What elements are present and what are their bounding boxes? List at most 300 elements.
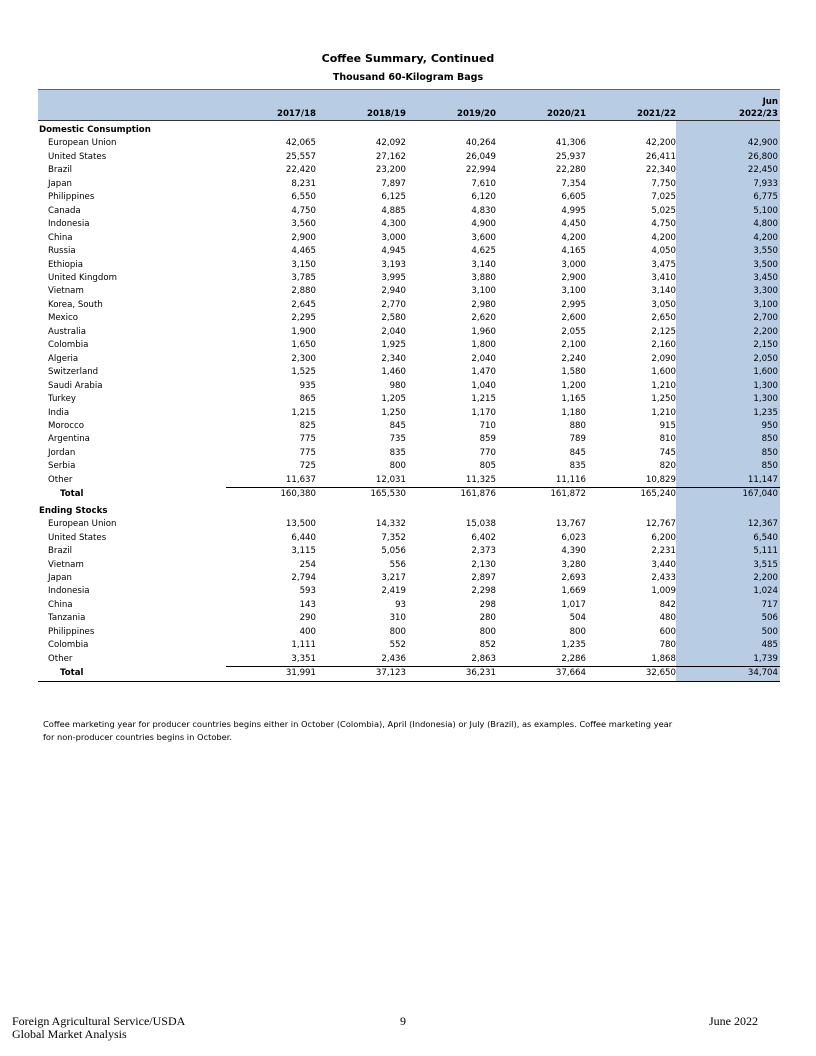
- country-name: Indonesia: [48, 219, 90, 230]
- table-row: [38, 407, 780, 420]
- column-header-forecast: [676, 90, 780, 121]
- value-cell: 835: [389, 447, 406, 458]
- value-cell: 7,750: [651, 178, 676, 189]
- table-row: [38, 339, 780, 352]
- country-name: Colombia: [48, 640, 89, 651]
- value-cell: 780: [659, 640, 676, 651]
- value-cell: 1,650: [291, 340, 316, 351]
- forecast-value-cell: 950: [676, 420, 780, 433]
- country-name: Indonesia: [48, 586, 90, 597]
- forecast-value-cell: 500: [676, 626, 780, 639]
- section-label: Domestic Consumption: [39, 125, 151, 135]
- value-cell: 3,100: [561, 286, 586, 297]
- forecast-value-cell: 506: [676, 612, 780, 625]
- country-name: Korea, South: [48, 299, 103, 310]
- value-cell: 1,215: [471, 394, 496, 405]
- country-name: United Kingdom: [48, 272, 117, 283]
- value-cell: 1,009: [651, 586, 676, 597]
- value-cell: 40,264: [465, 138, 496, 149]
- forecast-value-cell: 2,200: [676, 326, 780, 339]
- coffee-summary-table-container: [38, 89, 780, 682]
- country-name: Russia: [48, 246, 76, 257]
- value-cell: 3,410: [651, 272, 676, 283]
- value-cell: 2,620: [471, 313, 496, 324]
- value-cell: 14,332: [375, 519, 406, 530]
- value-cell: 2,693: [561, 572, 586, 583]
- country-name: Brazil: [48, 546, 72, 557]
- forecast-value-cell: 3,100: [676, 299, 780, 312]
- footer-agency: [12, 1015, 185, 1041]
- value-cell: 2,090: [651, 353, 676, 364]
- value-cell: 2,419: [381, 586, 406, 597]
- value-cell: 41,306: [555, 138, 586, 149]
- table-row: [38, 285, 780, 298]
- value-cell: 1,600: [651, 367, 676, 378]
- value-cell: 1,800: [471, 340, 496, 351]
- forecast-value-cell: 7,933: [676, 178, 780, 191]
- value-cell: 4,750: [291, 205, 316, 216]
- value-cell: 143: [299, 599, 316, 610]
- forecast-value-cell: 4,800: [676, 218, 780, 231]
- value-cell: 2,298: [471, 586, 496, 597]
- country-name: China: [48, 599, 73, 610]
- forecast-value-cell: 3,550: [676, 245, 780, 258]
- country-name: Australia: [48, 326, 87, 337]
- value-cell: 2,900: [291, 232, 316, 243]
- value-cell: 3,351: [226, 653, 316, 667]
- value-cell: 2,100: [561, 340, 586, 351]
- value-cell: 2,286: [496, 653, 586, 667]
- value-cell: 23,200: [375, 165, 406, 176]
- forecast-value-cell: 2,700: [676, 312, 780, 325]
- table-row: [38, 599, 780, 612]
- table-row: [38, 312, 780, 325]
- value-cell: 13,767: [555, 519, 586, 530]
- value-cell: 42,200: [645, 138, 676, 149]
- table-row: [38, 433, 780, 446]
- value-cell: 26,411: [645, 151, 676, 162]
- country-name: Jordan: [48, 447, 76, 458]
- value-cell: 1,165: [561, 394, 586, 405]
- forecast-value-cell: 6,540: [676, 532, 780, 545]
- section-header-row: [38, 121, 780, 138]
- value-cell: 1,525: [291, 367, 316, 378]
- value-cell: 11,116: [496, 474, 586, 488]
- country-name: Japan: [48, 572, 72, 583]
- column-header: 2020/21: [496, 90, 586, 121]
- value-cell: 600: [659, 626, 676, 637]
- value-cell: 3,140: [651, 286, 676, 297]
- value-cell: 800: [389, 626, 406, 637]
- table-row: [38, 151, 780, 164]
- value-cell: 800: [569, 626, 586, 637]
- forecast-value-cell: 5,111: [676, 545, 780, 558]
- section-header-row: [38, 502, 780, 518]
- value-cell: 11,637: [226, 474, 316, 488]
- country-name: Other: [48, 653, 73, 664]
- value-cell: 3,600: [471, 232, 496, 243]
- value-cell: 2,340: [381, 353, 406, 364]
- country-name: Mexico: [48, 313, 79, 324]
- value-cell: 935: [299, 380, 316, 391]
- value-cell: 805: [479, 461, 496, 472]
- value-cell: 2,040: [381, 326, 406, 337]
- value-cell: 3,115: [291, 546, 316, 557]
- value-cell: 3,880: [471, 272, 496, 283]
- value-cell: 42,092: [375, 138, 406, 149]
- value-cell: 6,125: [381, 192, 406, 203]
- value-cell: 1,205: [381, 394, 406, 405]
- page-subtitle: Thousand 60-Kilogram Bags: [332, 72, 484, 83]
- value-cell: 22,280: [555, 165, 586, 176]
- value-cell: 6,200: [651, 532, 676, 543]
- value-cell: 3,140: [471, 259, 496, 270]
- country-name: Total: [38, 667, 226, 681]
- value-cell: 3,995: [381, 272, 406, 283]
- forecast-value-cell: 717: [676, 599, 780, 612]
- value-cell: 3,193: [381, 259, 406, 270]
- value-cell: 480: [659, 613, 676, 624]
- coffee-summary-table: [38, 89, 780, 682]
- value-cell: 4,200: [651, 232, 676, 243]
- value-cell: 6,023: [561, 532, 586, 543]
- forecast-value-cell: 1,235: [676, 407, 780, 420]
- country-name: Vietnam: [48, 559, 84, 570]
- forecast-value-cell: 22,450: [676, 164, 780, 177]
- table-row: [38, 191, 780, 204]
- forecast-value-cell: 485: [676, 639, 780, 652]
- table-row: [38, 518, 780, 531]
- value-cell: 915: [659, 420, 676, 431]
- value-cell: 845: [389, 420, 406, 431]
- value-cell: 865: [299, 394, 316, 405]
- value-cell: 745: [659, 447, 676, 458]
- total-row: [38, 667, 780, 681]
- value-cell: 1,111: [291, 640, 316, 651]
- table-row: [38, 545, 780, 558]
- country-name: Turkey: [48, 394, 76, 405]
- value-cell: 37,123: [316, 667, 406, 681]
- value-cell: 770: [479, 447, 496, 458]
- table-row: [38, 245, 780, 258]
- value-cell: 710: [479, 420, 496, 431]
- table-header-row: [38, 90, 780, 121]
- value-cell: 5,056: [381, 546, 406, 557]
- value-cell: 3,560: [291, 219, 316, 230]
- value-cell: 1,210: [651, 407, 676, 418]
- value-cell: 3,100: [471, 286, 496, 297]
- value-cell: 820: [659, 461, 676, 472]
- total-row: [38, 474, 780, 488]
- value-cell: 1,868: [586, 653, 676, 667]
- value-cell: 2,650: [651, 313, 676, 324]
- value-cell: 3,440: [651, 559, 676, 570]
- value-cell: 775: [299, 447, 316, 458]
- value-cell: 1,040: [471, 380, 496, 391]
- forecast-value-cell: 6,775: [676, 191, 780, 204]
- table-row: [38, 259, 780, 272]
- table-body: [38, 121, 780, 682]
- value-cell: 2,580: [381, 313, 406, 324]
- value-cell: 1,235: [561, 640, 586, 651]
- value-cell: 835: [569, 461, 586, 472]
- country-name: Argentina: [48, 434, 90, 445]
- table-row: [38, 532, 780, 545]
- value-cell: 980: [389, 380, 406, 391]
- value-cell: 25,557: [285, 151, 316, 162]
- value-cell: 2,433: [651, 572, 676, 583]
- value-cell: 254: [299, 559, 316, 570]
- value-cell: 504: [569, 613, 586, 624]
- value-cell: 2,863: [406, 653, 496, 667]
- value-cell: 165,530: [370, 489, 406, 500]
- country-name: United States: [48, 151, 107, 162]
- value-cell: 10,829: [586, 474, 676, 488]
- value-cell: 2,130: [471, 559, 496, 570]
- table-row: [38, 460, 780, 473]
- value-cell: 36,231: [406, 667, 496, 681]
- value-cell: 4,200: [561, 232, 586, 243]
- value-cell: 4,465: [291, 246, 316, 257]
- total-row: [38, 653, 780, 667]
- value-cell: 27,162: [375, 151, 406, 162]
- forecast-value-cell: 3,300: [676, 285, 780, 298]
- value-cell: 37,664: [496, 667, 586, 681]
- column-header: 2017/18: [226, 90, 316, 121]
- value-cell: 800: [389, 461, 406, 472]
- value-cell: 7,610: [471, 178, 496, 189]
- column-header: 2021/22: [586, 90, 676, 121]
- table-row: [38, 572, 780, 585]
- country-name: Morocco: [48, 420, 84, 431]
- total-row: [38, 488, 780, 502]
- value-cell: 825: [299, 420, 316, 431]
- table-row: [38, 420, 780, 433]
- value-cell: 2,055: [561, 326, 586, 337]
- value-cell: 1,900: [291, 326, 316, 337]
- value-cell: 845: [569, 447, 586, 458]
- value-cell: 2,980: [471, 299, 496, 310]
- table-row: [38, 232, 780, 245]
- forecast-value-cell: 2,200: [676, 572, 780, 585]
- value-cell: 400: [299, 626, 316, 637]
- value-cell: 859: [479, 434, 496, 445]
- value-cell: 593: [299, 586, 316, 597]
- country-name: Colombia: [48, 340, 89, 351]
- value-cell: 4,885: [381, 205, 406, 216]
- forecast-value-cell: 42,900: [676, 137, 780, 150]
- value-cell: 725: [299, 461, 316, 472]
- value-cell: 2,880: [291, 286, 316, 297]
- table-row: [38, 626, 780, 639]
- header-blank: [38, 90, 226, 121]
- value-cell: 2,897: [471, 572, 496, 583]
- value-cell: 800: [479, 626, 496, 637]
- value-cell: 775: [299, 434, 316, 445]
- table-row: [38, 380, 780, 393]
- table-row: [38, 164, 780, 177]
- table-row: [38, 612, 780, 625]
- country-name: United States: [48, 532, 107, 543]
- value-cell: 7,354: [561, 178, 586, 189]
- value-cell: 735: [389, 434, 406, 445]
- value-cell: 6,440: [291, 532, 316, 543]
- value-cell: 842: [659, 599, 676, 610]
- value-cell: 22,994: [465, 165, 496, 176]
- value-cell: 1,180: [561, 407, 586, 418]
- value-cell: 12,031: [316, 474, 406, 488]
- value-cell: 7,897: [381, 178, 406, 189]
- value-cell: 161,876: [460, 489, 496, 500]
- value-cell: 2,231: [651, 546, 676, 557]
- table-row: [38, 218, 780, 231]
- value-cell: 4,050: [651, 246, 676, 257]
- value-cell: 810: [659, 434, 676, 445]
- value-cell: 32,650: [586, 667, 676, 681]
- forecast-value-cell: 11,147: [676, 474, 780, 488]
- value-cell: 2,436: [316, 653, 406, 667]
- value-cell: 6,120: [471, 192, 496, 203]
- value-cell: 880: [569, 420, 586, 431]
- forecast-value-cell: 34,704: [676, 667, 780, 681]
- forecast-value-cell: 3,515: [676, 559, 780, 572]
- value-cell: 1,460: [381, 367, 406, 378]
- value-cell: 6,402: [471, 532, 496, 543]
- forecast-year: 2022/23: [738, 109, 778, 119]
- forecast-value-cell: 2,050: [676, 353, 780, 366]
- value-cell: 2,295: [291, 313, 316, 324]
- country-name: China: [48, 232, 73, 243]
- value-cell: 31,991: [226, 667, 316, 681]
- value-cell: 2,160: [651, 340, 676, 351]
- value-cell: 1,215: [291, 407, 316, 418]
- forecast-value-cell: 3,450: [676, 272, 780, 285]
- country-name: India: [48, 407, 70, 418]
- value-cell: 1,200: [561, 380, 586, 391]
- value-cell: 3,050: [651, 299, 676, 310]
- value-cell: 1,925: [381, 340, 406, 351]
- value-cell: 3,000: [381, 232, 406, 243]
- value-cell: 1,960: [471, 326, 496, 337]
- forecast-value-cell: 167,040: [676, 488, 780, 502]
- value-cell: 298: [479, 599, 496, 610]
- value-cell: 93: [395, 599, 406, 610]
- table-row: [38, 393, 780, 406]
- table-row: [38, 137, 780, 150]
- table-row: [38, 559, 780, 572]
- value-cell: 25,937: [555, 151, 586, 162]
- forecast-value-cell: 1,024: [676, 585, 780, 598]
- value-cell: 2,240: [561, 353, 586, 364]
- country-name: Tanzania: [48, 613, 86, 624]
- forecast-cell: [676, 502, 780, 518]
- forecast-month: Jun: [762, 97, 778, 107]
- value-cell: 2,940: [381, 286, 406, 297]
- forecast-value-cell: 5,100: [676, 205, 780, 218]
- country-name: Total: [60, 488, 84, 499]
- country-name: Algeria: [48, 353, 79, 364]
- value-cell: 7,352: [381, 532, 406, 543]
- table-row: [38, 585, 780, 598]
- country-name: Vietnam: [48, 286, 84, 297]
- value-cell: 290: [299, 613, 316, 624]
- value-cell: 4,450: [561, 219, 586, 230]
- forecast-value-cell: 26,800: [676, 151, 780, 164]
- value-cell: 160,380: [280, 489, 316, 500]
- value-cell: 3,280: [561, 559, 586, 570]
- country-name: Japan: [48, 178, 72, 189]
- value-cell: 11,325: [406, 474, 496, 488]
- value-cell: 1,210: [651, 380, 676, 391]
- forecast-value-cell: 3,500: [676, 259, 780, 272]
- value-cell: 3,150: [291, 259, 316, 270]
- value-cell: 2,600: [561, 313, 586, 324]
- value-cell: 2,040: [471, 353, 496, 364]
- table-row: [38, 366, 780, 379]
- footer-date: June 2022: [709, 1014, 758, 1028]
- value-cell: 3,217: [381, 572, 406, 583]
- forecast-value-cell: 1,600: [676, 366, 780, 379]
- value-cell: 161,872: [550, 489, 586, 500]
- forecast-value-cell: 1,739: [676, 653, 780, 667]
- forecast-value-cell: 850: [676, 447, 780, 460]
- value-cell: 4,300: [381, 219, 406, 230]
- value-cell: 8,231: [291, 178, 316, 189]
- table-row: [38, 205, 780, 218]
- footnote: Coffee marketing year for producer countries begins either in October (Colombia), April (Indonesia) or July (Brazil), as examples. Coffee marketing year for non-producer countries begins in October.: [43, 719, 673, 742]
- value-cell: 2,125: [651, 326, 676, 337]
- forecast-value-cell: 2,150: [676, 339, 780, 352]
- table-row: [38, 299, 780, 312]
- table-row: [38, 326, 780, 339]
- country-name: European Union: [48, 519, 117, 530]
- value-cell: 12,767: [645, 519, 676, 530]
- section-label: Ending Stocks: [39, 505, 108, 516]
- forecast-cell: [676, 121, 780, 138]
- value-cell: 2,300: [291, 353, 316, 364]
- value-cell: 15,038: [465, 519, 496, 530]
- country-name: European Union: [48, 138, 117, 149]
- forecast-value-cell: 12,367: [676, 518, 780, 531]
- value-cell: 852: [479, 640, 496, 651]
- table-row: [38, 353, 780, 366]
- value-cell: 2,995: [561, 299, 586, 310]
- page-title: Coffee Summary, Continued: [321, 52, 495, 65]
- value-cell: 4,625: [471, 246, 496, 257]
- value-cell: 26,049: [465, 151, 496, 162]
- table-row: [38, 178, 780, 191]
- value-cell: 4,165: [561, 246, 586, 257]
- value-cell: 7,025: [651, 192, 676, 203]
- value-cell: 2,900: [561, 272, 586, 283]
- value-cell: 6,550: [291, 192, 316, 203]
- forecast-value-cell: 4,200: [676, 232, 780, 245]
- value-cell: 2,770: [381, 299, 406, 310]
- value-cell: 1,250: [651, 394, 676, 405]
- country-name: Philippines: [48, 626, 95, 637]
- column-header: 2018/19: [316, 90, 406, 121]
- table-row: [38, 639, 780, 652]
- value-cell: 4,945: [381, 246, 406, 257]
- forecast-value-cell: 1,300: [676, 380, 780, 393]
- footer-agency-line2: Global Market Analysis: [12, 1027, 127, 1041]
- value-cell: 5,025: [651, 205, 676, 216]
- value-cell: 3,475: [651, 259, 676, 270]
- value-cell: 2,794: [291, 572, 316, 583]
- country-name: Canada: [48, 205, 81, 216]
- forecast-value-cell: 1,300: [676, 393, 780, 406]
- value-cell: 789: [569, 434, 586, 445]
